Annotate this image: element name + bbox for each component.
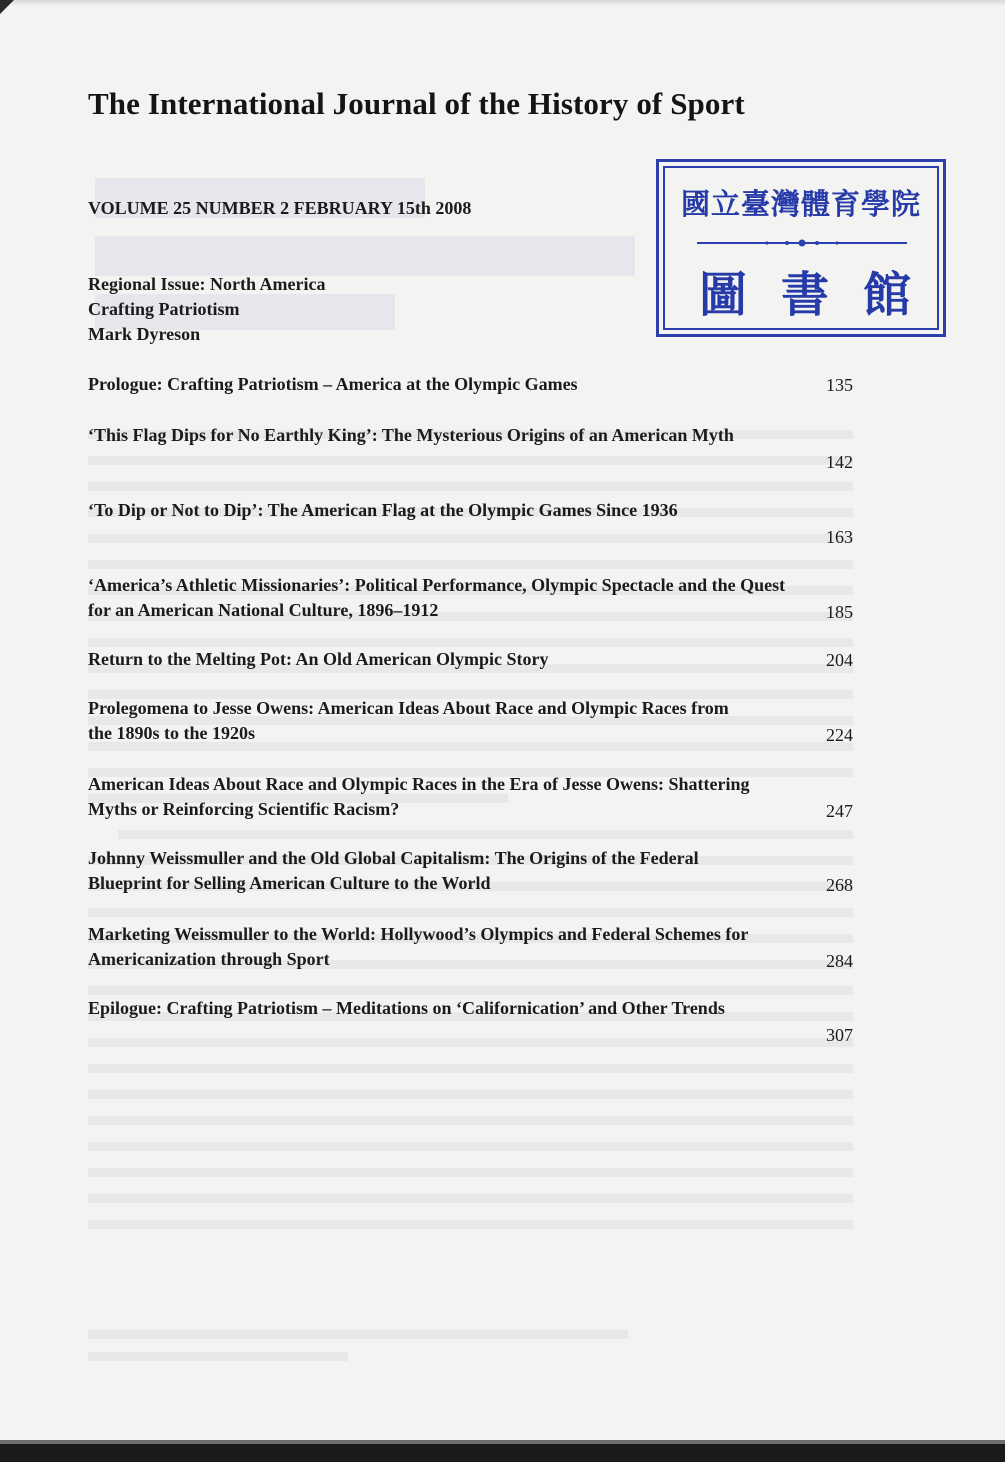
journal-title: The International Journal of the History of Sport <box>88 86 745 121</box>
toc-entry-title: ‘This Flag Dips for No Earthly King’: The Mysterious Origins of an American Myth <box>88 425 734 445</box>
show-through-lines <box>88 430 853 1250</box>
page-top-edge <box>0 0 1005 6</box>
toc-entry-page: 284 <box>826 951 853 971</box>
issue-editor: Mark Dyreson <box>88 324 201 344</box>
toc-entry-page: 307 <box>826 1025 853 1045</box>
toc-entry <box>88 372 853 398</box>
toc-entry <box>88 498 853 550</box>
toc-entry <box>88 922 853 974</box>
show-through-texture <box>88 430 853 1250</box>
toc-entry <box>88 696 853 748</box>
issue-theme: Crafting Patriotism <box>88 299 240 319</box>
toc-entry <box>88 996 853 1048</box>
toc-entry-page: 185 <box>826 602 853 622</box>
toc-entry-page: 135 <box>826 375 853 395</box>
page-bottom-edge <box>0 1440 1005 1462</box>
page-bottom-strip <box>0 1440 1005 1444</box>
toc-entry-title: Marketing Weissmuller to the World: Hollywood’s Olympics and Federal Schemes for Americanization through Sport <box>88 924 748 969</box>
corner-mark <box>0 0 14 14</box>
toc-entry-title: American Ideas About Race and Olympic Races in the Era of Jesse Owens: Shattering Myths or Reinforcing Scientific Racism? <box>88 774 750 819</box>
toc-entry <box>88 423 853 475</box>
issue-line: VOLUME 25 NUMBER 2 FEBRUARY 15th 2008 <box>88 198 472 218</box>
toc-entry <box>88 573 853 625</box>
library-stamp-frame <box>663 166 946 330</box>
toc-entry <box>88 647 853 673</box>
toc-entry-title: ‘America’s Athletic Missionaries’: Political Performance, Olympic Spectacle and the Quest for an American National Culture, 1896–1912 <box>88 575 786 620</box>
toc-entry-title: Prolegomena to Jesse Owens: American Ideas About Race and Olympic Races from the 1890s to the 1920s <box>88 698 729 743</box>
toc-entry-page: 163 <box>826 527 853 547</box>
toc-entry-title: ‘To Dip or Not to Dip’: The American Flag at the Olympic Games Since 1936 <box>88 500 678 520</box>
toc-entry-page: 142 <box>826 452 853 472</box>
toc-entry <box>88 846 853 898</box>
toc-entry-page: 204 <box>826 650 853 670</box>
toc-entry-page: 268 <box>826 875 853 895</box>
toc-entry-title: Prologue: Crafting Patriotism – America at the Olympic Games <box>88 374 578 394</box>
regional-issue-label: Regional Issue: North America <box>88 274 326 294</box>
regional-issue-block <box>88 272 508 347</box>
toc-entry-title: Epilogue: Crafting Patriotism – Meditations on ‘Californication’ and Other Trends <box>88 998 725 1018</box>
toc-entry <box>88 772 853 824</box>
stamp-institution: 國立臺灣體育學院 <box>680 187 921 221</box>
stamp-library: 圖書館 <box>699 267 946 323</box>
toc-entry-page: 224 <box>826 725 853 745</box>
toc-entry-title: Return to the Melting Pot: An Old American Olympic Story <box>88 649 549 669</box>
toc-entry-title: Johnny Weissmuller and the Old Global Capitalism: The Origins of the Federal Blueprint for Selling American Culture to the World <box>88 848 699 893</box>
library-stamp <box>656 159 946 337</box>
toc-entry-page: 247 <box>826 801 853 821</box>
stamp-divider <box>697 239 907 247</box>
show-through-footer <box>88 1330 648 1370</box>
